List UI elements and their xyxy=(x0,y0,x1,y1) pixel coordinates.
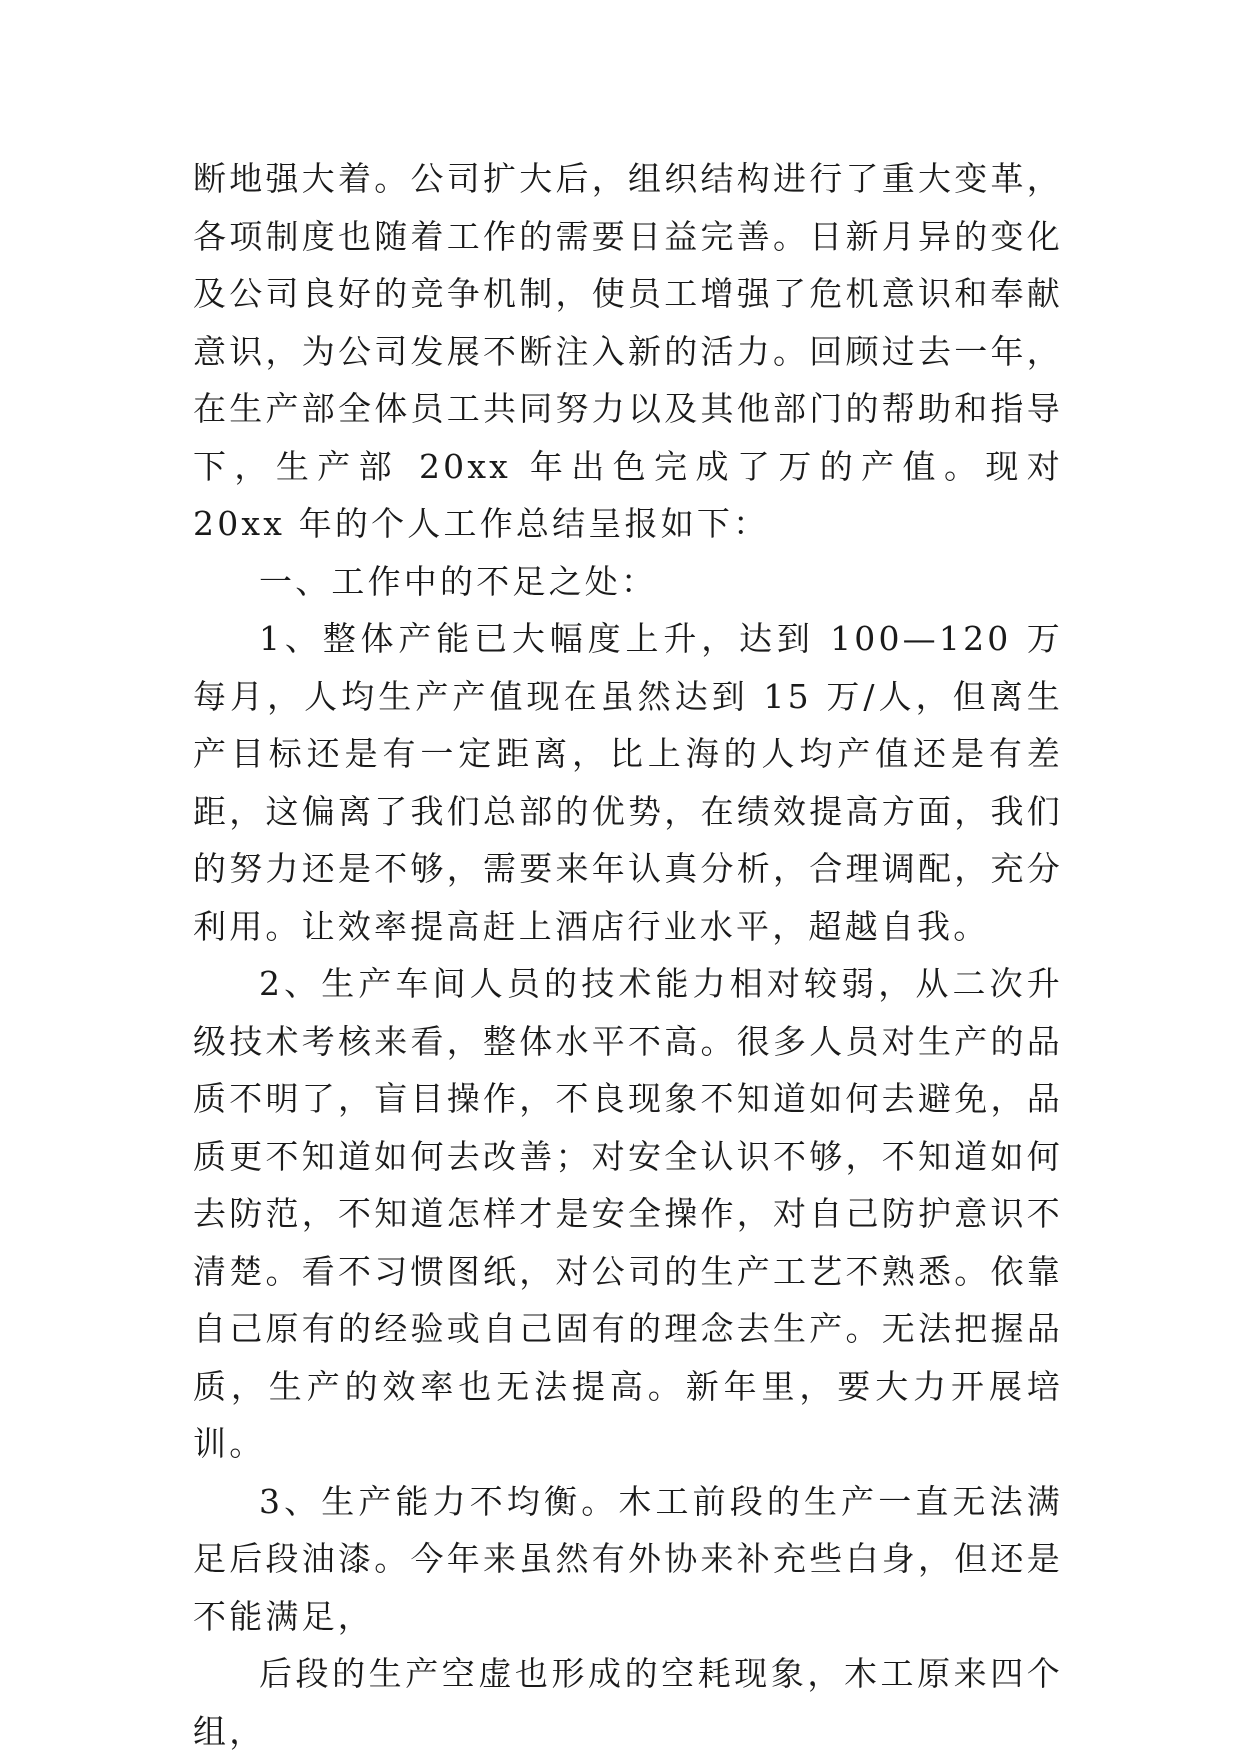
paragraph-item-1: 1、整体产能已大幅度上升，达到 100—120 万每月，人均生产产值现在虽然达到 15 万/人，但离生产目标还是有一定距离，比上海的人均产值还是有差距，这偏离了我们总部的优势，在绩效提高方面，我们的努力还是不够，需要来年认真分析，合理调配，充分利用。让效率提高赶上酒店行业水平，超越自我。 xyxy=(193,619,1063,946)
paragraph-item-2: 2、生产车间人员的技术能力相对较弱，从二次升级技术考核来看，整体水平不高。很多人员对生产的品质不明了，盲目操作，不良现象不知道如何去避免，品质更不知道如何去改善；对安全认识不够，不知道如何去防范，不知道怎样才是安全操作，对自己防护意识不清楚。看不习惯图纸，对公司的生产工艺不熟悉。依靠自己原有的经验或自己固有的理念去生产。无法把握品质，生产的效率也无法提高。新年里，要大力开展培训。 xyxy=(193,964,1063,1463)
section-heading-shortcomings: 一、工作中的不足之处： xyxy=(259,561,658,601)
paragraph-item-3: 3、生产能力不均衡。木工前段的生产一直无法满足后段油漆。今年来虽然有外协来补充些白身，但还是不能满足， xyxy=(193,1481,1063,1636)
paragraph-continuation: 后段的生产空虚也形成的空耗现象，木工原来四个组， xyxy=(193,1654,1063,1751)
paragraph-intro: 断地强大着。公司扩大后，组织结构进行了重大变革，各项制度也随着工作的需要日益完善。日新月异的变化及公司良好的竞争机制，使员工增强了危机意识和奉献意识，为公司发展不断注入新的活力。回顾过去一年，在生产部全体员工共同努力以及其他部门的帮助和指导下，生产部 20xx 年出色完成了万的产值。现对 20xx 年的个人工作总结呈报如下： xyxy=(193,159,1063,543)
document-body xyxy=(193,150,1063,1760)
